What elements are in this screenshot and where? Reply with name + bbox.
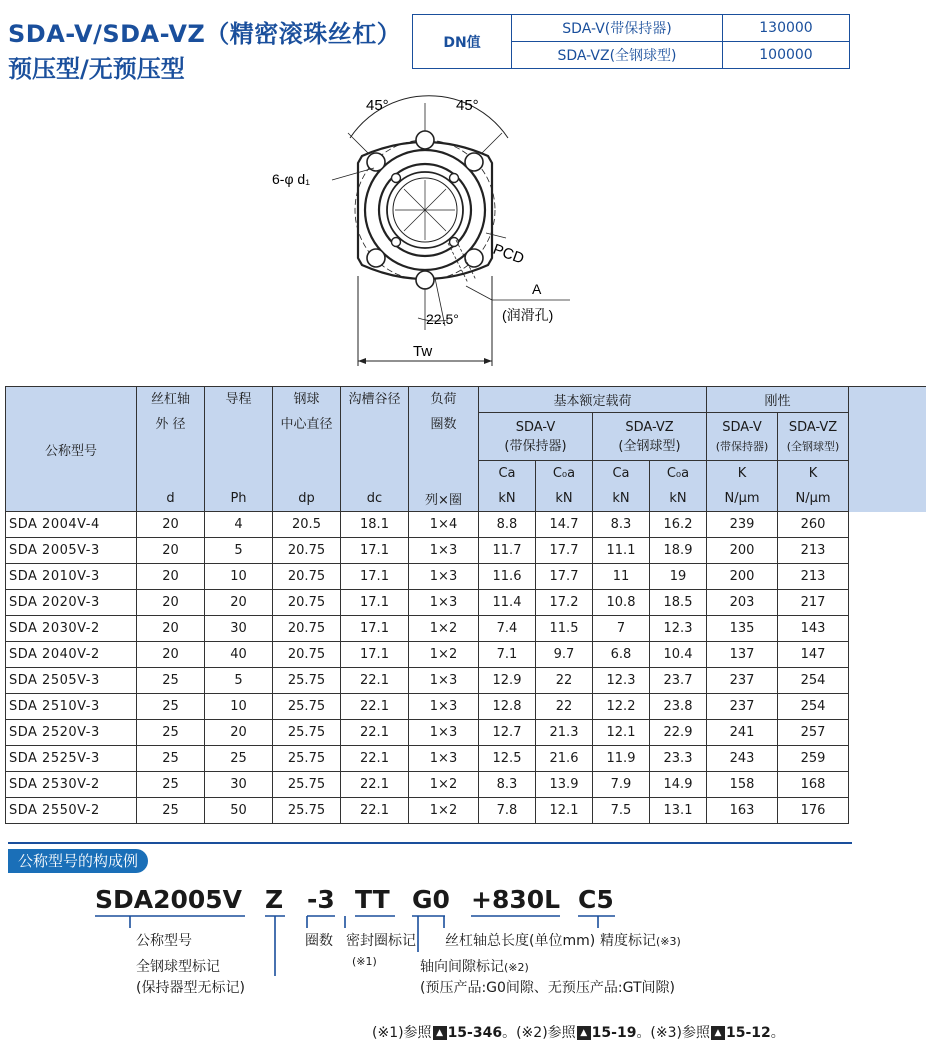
label-seal-note: (※1) bbox=[352, 955, 377, 968]
spec-cell: 23.3 bbox=[650, 746, 707, 772]
spec-cell: 18.1 bbox=[341, 512, 409, 538]
code-seal: TT bbox=[355, 885, 390, 914]
spec-cell: 1×3 bbox=[409, 564, 479, 590]
dn-label: DN值 bbox=[413, 15, 512, 69]
table-row bbox=[6, 564, 926, 590]
spec-cell: 25 bbox=[137, 694, 205, 720]
unit-kn: kN bbox=[593, 486, 650, 512]
unit-dp: dp bbox=[273, 486, 341, 512]
spec-cell: 22.1 bbox=[341, 746, 409, 772]
unit-ph: Ph bbox=[205, 486, 273, 512]
spec-cell: 143 bbox=[778, 616, 849, 642]
spec-cell: 12.2 bbox=[593, 694, 650, 720]
spec-cell: 11.5 bbox=[536, 616, 593, 642]
table-row bbox=[6, 538, 926, 564]
spec-cell: 10 bbox=[205, 564, 273, 590]
spec-cell: 9.7 bbox=[536, 642, 593, 668]
model-cell: SDA 2030V-2 bbox=[6, 616, 137, 642]
spec-cell: 20 bbox=[137, 512, 205, 538]
pcd-label: PCD bbox=[490, 240, 527, 268]
table-row bbox=[6, 616, 926, 642]
spec-cell: 10.8 bbox=[593, 590, 650, 616]
spec-cell: 22.1 bbox=[341, 694, 409, 720]
spec-cell: 18.5 bbox=[650, 590, 707, 616]
spec-cell: 11.4 bbox=[479, 590, 536, 616]
spec-cell: 237 bbox=[707, 668, 778, 694]
spec-cell: 14.9 bbox=[650, 772, 707, 798]
spec-cell: 20 bbox=[205, 590, 273, 616]
code-turns: -3 bbox=[307, 885, 335, 914]
spec-cell: 25.75 bbox=[273, 694, 341, 720]
angle-right-label: 45° bbox=[456, 97, 479, 114]
header-model: 公称型号 bbox=[6, 387, 137, 512]
label-accuracy: 精度标记(※3) bbox=[600, 933, 681, 949]
label-full-ball-note: (保持器型无标记) bbox=[136, 980, 245, 996]
spec-cell: 1×3 bbox=[409, 538, 479, 564]
code-model: SDA2005V bbox=[95, 885, 243, 914]
spec-cell: 12.8 bbox=[479, 694, 536, 720]
spec-cell: 8.8 bbox=[479, 512, 536, 538]
spec-cell: 137 bbox=[707, 642, 778, 668]
spec-cell: 17.1 bbox=[341, 642, 409, 668]
code-length: +830L bbox=[471, 885, 561, 914]
spec-cell: 200 bbox=[707, 538, 778, 564]
spec-cell: 12.9 bbox=[479, 668, 536, 694]
spec-cell: 17.7 bbox=[536, 564, 593, 590]
page-title: SDA-V/SDA-VZ（精密滚珠丝杠） bbox=[8, 20, 402, 48]
nut-flange-drawing bbox=[270, 88, 590, 378]
dn-type: SDA-VZ(全钢球型) bbox=[512, 42, 723, 69]
unit-k: N/μm bbox=[707, 486, 778, 512]
spec-cell: 14.7 bbox=[536, 512, 593, 538]
model-cell: SDA 2010V-3 bbox=[6, 564, 137, 590]
spec-cell: 20.75 bbox=[273, 642, 341, 668]
spec-cell: 12.3 bbox=[650, 616, 707, 642]
spec-cell: 22 bbox=[536, 694, 593, 720]
dn-value-table bbox=[412, 14, 850, 69]
lube-hole-note: (润滑孔) bbox=[502, 307, 554, 323]
spec-cell: 5 bbox=[205, 668, 273, 694]
table-row bbox=[6, 694, 926, 720]
spec-cell: 17.1 bbox=[341, 590, 409, 616]
spec-cell: 21.6 bbox=[536, 746, 593, 772]
spec-cell: 25.75 bbox=[273, 772, 341, 798]
unit-turns: 列×圈 bbox=[409, 486, 479, 512]
model-cell: SDA 2520V-3 bbox=[6, 720, 137, 746]
unit-kn: kN bbox=[479, 486, 536, 512]
header-c0a: C₀a bbox=[536, 461, 593, 487]
spec-cell: 17.1 bbox=[341, 538, 409, 564]
unit-kn: kN bbox=[536, 486, 593, 512]
spec-cell: 254 bbox=[778, 668, 849, 694]
spec-cell: 5 bbox=[205, 538, 273, 564]
spec-cell: 7 bbox=[593, 616, 650, 642]
spec-cell: 176 bbox=[778, 798, 849, 824]
label-full-ball: 全钢球型标记 bbox=[136, 959, 220, 975]
spec-cell: 19 bbox=[650, 564, 707, 590]
spec-cell: 22.1 bbox=[341, 720, 409, 746]
header-groove: 沟槽谷径 bbox=[341, 387, 409, 487]
spec-table bbox=[5, 386, 926, 824]
spec-cell: 25.75 bbox=[273, 720, 341, 746]
spec-cell: 11.9 bbox=[593, 746, 650, 772]
model-cell: SDA 2020V-3 bbox=[6, 590, 137, 616]
spec-cell: 259 bbox=[778, 746, 849, 772]
spec-cell: 25 bbox=[137, 746, 205, 772]
spec-cell: 17.7 bbox=[536, 538, 593, 564]
spec-cell: 20 bbox=[205, 720, 273, 746]
angle-left-label: 45° bbox=[366, 97, 389, 114]
spec-cell: 1×2 bbox=[409, 642, 479, 668]
spec-cell: 1×2 bbox=[409, 616, 479, 642]
spec-cell: 158 bbox=[707, 772, 778, 798]
spec-cell: 20.5 bbox=[273, 512, 341, 538]
triangle-ref-icon: ▲ bbox=[433, 1026, 447, 1040]
spec-cell: 12.7 bbox=[479, 720, 536, 746]
holes-label: 6-φ d₁ bbox=[272, 171, 310, 187]
section-title: 公称型号的构成例 bbox=[8, 849, 148, 873]
model-cell: SDA 2530V-2 bbox=[6, 772, 137, 798]
spec-cell: 13.1 bbox=[650, 798, 707, 824]
header-sdav: SDA-V (带保持器) bbox=[479, 413, 593, 461]
spec-cell: 1×3 bbox=[409, 720, 479, 746]
spec-cell: 1×2 bbox=[409, 798, 479, 824]
spec-cell: 17.1 bbox=[341, 616, 409, 642]
spec-cell: 4 bbox=[205, 512, 273, 538]
spec-cell: 260 bbox=[778, 512, 849, 538]
unit-kn: kN bbox=[650, 486, 707, 512]
spec-cell: 1×3 bbox=[409, 746, 479, 772]
unit-dc: dc bbox=[341, 486, 409, 512]
page-subtitle: 预压型/无预压型 bbox=[8, 55, 185, 83]
header-lead: 导程 bbox=[205, 387, 273, 487]
header-rating: 基本额定载荷 bbox=[479, 387, 707, 413]
spec-cell: 13.9 bbox=[536, 772, 593, 798]
header-k: K bbox=[707, 461, 778, 487]
header-shaft: 丝杠轴 外 径 bbox=[137, 387, 205, 487]
spec-cell: 11.6 bbox=[479, 564, 536, 590]
spec-cell: 7.8 bbox=[479, 798, 536, 824]
spec-cell: 1×3 bbox=[409, 590, 479, 616]
spec-cell: 20 bbox=[137, 564, 205, 590]
header-k: K bbox=[778, 461, 849, 487]
spec-cell: 18.9 bbox=[650, 538, 707, 564]
header-stiff-sdavz: SDA-VZ (全钢球型) bbox=[778, 413, 849, 461]
header-load-turns: 负荷 圈数 bbox=[409, 387, 479, 487]
code-full-ball: Z bbox=[265, 885, 284, 914]
angle-bottom-label: 22.5° bbox=[426, 311, 459, 327]
spec-cell: 11 bbox=[593, 564, 650, 590]
header-ca: Ca bbox=[479, 461, 536, 487]
spec-cell: 25 bbox=[205, 746, 273, 772]
model-cell: SDA 2550V-2 bbox=[6, 798, 137, 824]
label-length: 丝杠轴总长度(单位mm) bbox=[445, 933, 596, 949]
model-cell: SDA 2040V-2 bbox=[6, 642, 137, 668]
spec-cell: 40 bbox=[205, 642, 273, 668]
header-ca: Ca bbox=[593, 461, 650, 487]
spec-cell: 10 bbox=[205, 694, 273, 720]
model-cell: SDA 2005V-3 bbox=[6, 538, 137, 564]
header-stiff-sdav: SDA-V (带保持器) bbox=[707, 413, 778, 461]
spec-cell: 147 bbox=[778, 642, 849, 668]
spec-cell: 17.2 bbox=[536, 590, 593, 616]
spec-cell: 200 bbox=[707, 564, 778, 590]
spec-cell: 213 bbox=[778, 538, 849, 564]
spec-cell: 12.5 bbox=[479, 746, 536, 772]
right-blank bbox=[849, 387, 926, 512]
table-row bbox=[6, 668, 926, 694]
header-ball-dia: 钢球 中心直径 bbox=[273, 387, 341, 487]
spec-cell: 20.75 bbox=[273, 590, 341, 616]
spec-cell: 168 bbox=[778, 772, 849, 798]
code-accuracy: C5 bbox=[578, 885, 614, 914]
spec-cell: 257 bbox=[778, 720, 849, 746]
lube-hole-label: A bbox=[532, 281, 542, 297]
spec-cell: 7.1 bbox=[479, 642, 536, 668]
spec-cell: 20 bbox=[137, 590, 205, 616]
unit-d: d bbox=[137, 486, 205, 512]
label-model: 公称型号 bbox=[136, 933, 192, 949]
spec-cell: 21.3 bbox=[536, 720, 593, 746]
spec-cell: 22 bbox=[536, 668, 593, 694]
header-stiffness: 刚性 bbox=[707, 387, 849, 413]
spec-cell: 7.5 bbox=[593, 798, 650, 824]
table-row bbox=[6, 798, 926, 824]
spec-cell: 20 bbox=[137, 642, 205, 668]
spec-cell: 213 bbox=[778, 564, 849, 590]
dn-value: 130000 bbox=[723, 15, 850, 42]
spec-cell: 20.75 bbox=[273, 564, 341, 590]
spec-cell: 7.9 bbox=[593, 772, 650, 798]
table-row bbox=[6, 720, 926, 746]
label-seal: 密封圈标记 bbox=[346, 933, 416, 949]
spec-cell: 1×2 bbox=[409, 772, 479, 798]
spec-cell: 10.4 bbox=[650, 642, 707, 668]
spec-cell: 23.7 bbox=[650, 668, 707, 694]
spec-cell: 203 bbox=[707, 590, 778, 616]
model-cell: SDA 2510V-3 bbox=[6, 694, 137, 720]
spec-cell: 50 bbox=[205, 798, 273, 824]
spec-cell: 12.1 bbox=[593, 720, 650, 746]
section-divider bbox=[8, 842, 852, 844]
model-cell: SDA 2505V-3 bbox=[6, 668, 137, 694]
spec-cell: 25 bbox=[137, 668, 205, 694]
triangle-ref-icon: ▲ bbox=[577, 1026, 591, 1040]
table-row bbox=[6, 746, 926, 772]
spec-cell: 7.4 bbox=[479, 616, 536, 642]
spec-cell: 20.75 bbox=[273, 538, 341, 564]
spec-cell: 217 bbox=[778, 590, 849, 616]
table-row bbox=[6, 772, 926, 798]
spec-cell: 8.3 bbox=[479, 772, 536, 798]
code-clearance: G0 bbox=[412, 885, 450, 914]
spec-cell: 22.1 bbox=[341, 772, 409, 798]
label-turns: 圈数 bbox=[305, 933, 333, 949]
spec-cell: 22.1 bbox=[341, 668, 409, 694]
spec-cell: 22.9 bbox=[650, 720, 707, 746]
table-row bbox=[6, 512, 926, 538]
spec-cell: 17.1 bbox=[341, 564, 409, 590]
spec-cell: 25 bbox=[137, 720, 205, 746]
spec-cell: 20 bbox=[137, 616, 205, 642]
spec-cell: 30 bbox=[205, 772, 273, 798]
spec-cell: 20 bbox=[137, 538, 205, 564]
spec-cell: 135 bbox=[707, 616, 778, 642]
spec-cell: 25.75 bbox=[273, 746, 341, 772]
unit-k: N/μm bbox=[778, 486, 849, 512]
spec-cell: 16.2 bbox=[650, 512, 707, 538]
spec-cell: 241 bbox=[707, 720, 778, 746]
spec-cell: 254 bbox=[778, 694, 849, 720]
dn-value: 100000 bbox=[723, 42, 850, 69]
spec-cell: 25 bbox=[137, 798, 205, 824]
spec-cell: 12.3 bbox=[593, 668, 650, 694]
spec-cell: 6.8 bbox=[593, 642, 650, 668]
spec-cell: 239 bbox=[707, 512, 778, 538]
footnote: (※1)参照 ▲ 15-346。(※2)参照 ▲ 15-19。(※3)参照 ▲ 15-12。 bbox=[372, 1025, 785, 1041]
table-row bbox=[6, 590, 926, 616]
triangle-ref-icon: ▲ bbox=[711, 1026, 725, 1040]
spec-cell: 25.75 bbox=[273, 798, 341, 824]
spec-cell: 1×4 bbox=[409, 512, 479, 538]
table-row bbox=[6, 642, 926, 668]
spec-cell: 12.1 bbox=[536, 798, 593, 824]
label-clearance-desc: (预压产品:G0间隙、无预压产品:GT间隙) bbox=[420, 980, 676, 996]
spec-cell: 237 bbox=[707, 694, 778, 720]
spec-cell: 1×3 bbox=[409, 668, 479, 694]
dn-type: SDA-V(带保持器) bbox=[512, 15, 723, 42]
spec-cell: 30 bbox=[205, 616, 273, 642]
header-sdavz: SDA-VZ (全钢球型) bbox=[593, 413, 707, 461]
spec-cell: 20.75 bbox=[273, 616, 341, 642]
spec-cell: 8.3 bbox=[593, 512, 650, 538]
tw-label: Tw bbox=[413, 343, 433, 360]
spec-cell: 25.75 bbox=[273, 668, 341, 694]
spec-cell: 11.7 bbox=[479, 538, 536, 564]
model-cell: SDA 2004V-4 bbox=[6, 512, 137, 538]
model-cell: SDA 2525V-3 bbox=[6, 746, 137, 772]
spec-cell: 23.8 bbox=[650, 694, 707, 720]
spec-cell: 25 bbox=[137, 772, 205, 798]
label-clearance: 轴向间隙标记(※2) bbox=[420, 959, 529, 975]
spec-cell: 243 bbox=[707, 746, 778, 772]
spec-cell: 22.1 bbox=[341, 798, 409, 824]
spec-cell: 1×3 bbox=[409, 694, 479, 720]
spec-cell: 163 bbox=[707, 798, 778, 824]
spec-cell: 11.1 bbox=[593, 538, 650, 564]
header-c0a: C₀a bbox=[650, 461, 707, 487]
